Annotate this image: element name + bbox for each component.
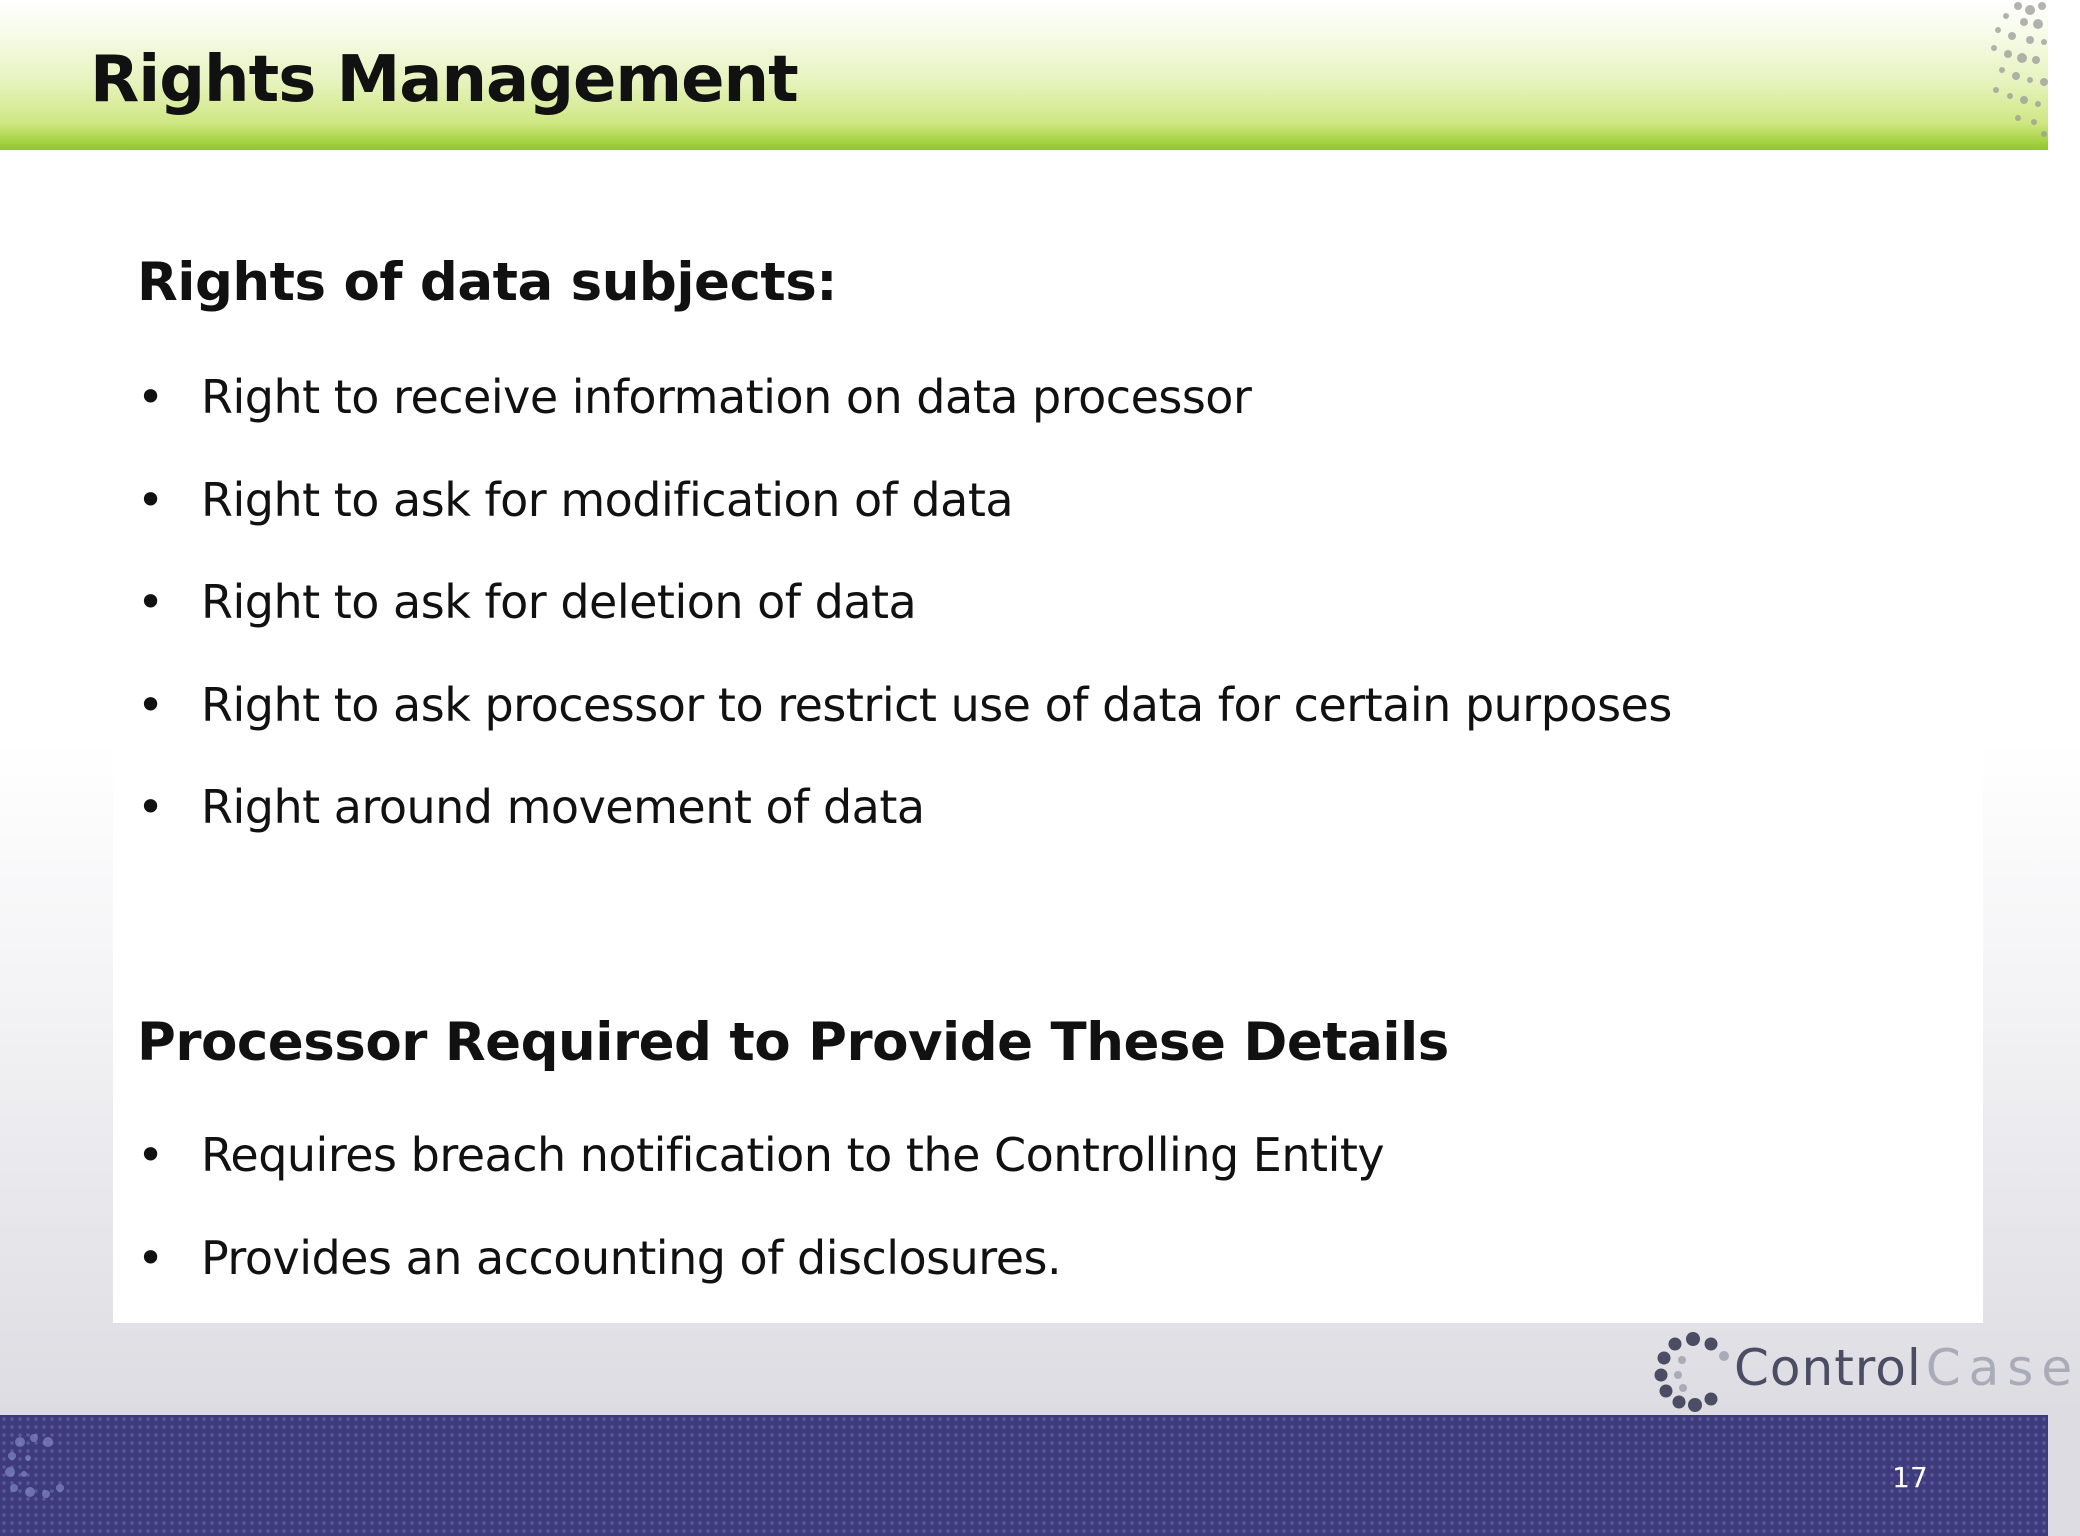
logo-text-control: Control [1734, 1339, 1922, 1397]
page-number: 17 [1892, 1461, 1928, 1494]
bullet-icon: • [137, 575, 164, 629]
bullet-icon: • [137, 677, 164, 732]
section-heading-processor: Processor Required to Provide These Details [137, 1012, 1449, 1073]
bullet-text: Right around movement of data [201, 780, 925, 834]
bullet-text: Requires breach notification to the Controlling Entity [201, 1128, 1385, 1182]
logo-text-case: Case [1925, 1339, 2080, 1397]
controlcase-logo [1652, 1330, 2080, 1412]
slide-title: Rights Management [90, 43, 798, 117]
footer-corner-decoration [0, 1428, 80, 1508]
bullet-icon: • [137, 1128, 164, 1182]
logo-wordmark [1734, 1338, 2080, 1398]
footer-bar [0, 1415, 2048, 1536]
dot-pattern-decoration [1898, 0, 2048, 150]
title-bar [0, 0, 2048, 150]
bullet-text: Right to ask processor to restrict use of data for certain purposes [201, 677, 1672, 732]
bullet-text: Provides an accounting of disclosures. [201, 1230, 1062, 1285]
bullet-icon: • [137, 780, 164, 834]
bullet-icon: • [137, 472, 164, 527]
section-heading-rights: Rights of data subjects: [137, 252, 837, 313]
bullet-icon: • [137, 1230, 164, 1285]
bullet-text: Right to receive information on data processor [201, 370, 1252, 424]
bullet-text: Right to ask for modification of data [201, 472, 1014, 527]
bullet-text: Right to ask for deletion of data [201, 575, 917, 629]
controlcase-ring-icon [1652, 1330, 1734, 1412]
bullet-icon: • [137, 370, 164, 424]
